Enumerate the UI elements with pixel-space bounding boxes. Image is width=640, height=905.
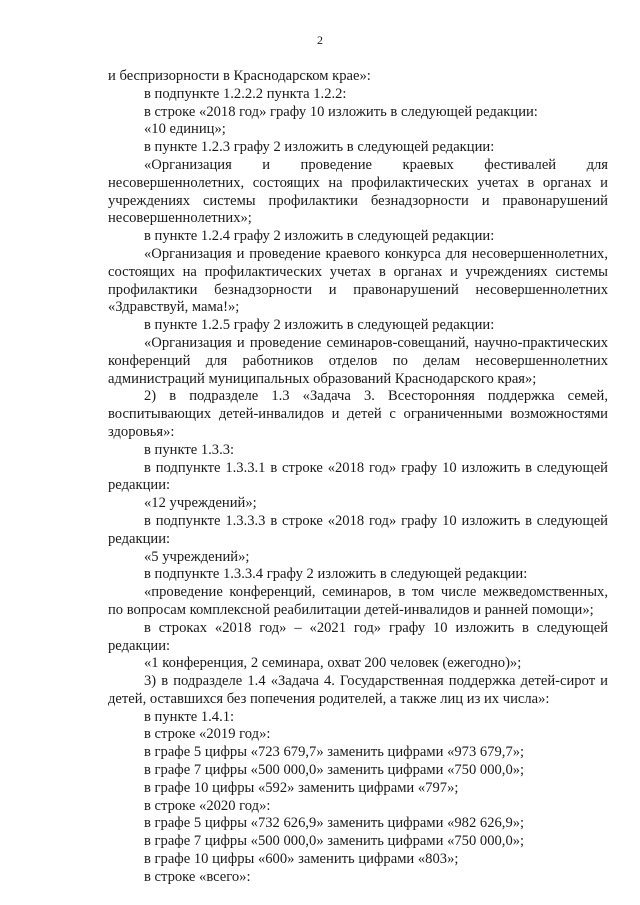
paragraph: в пункте 1.3.3: (144, 441, 235, 458)
paragraph: в графе 5 цифры «723 679,7» заменить цифрами «973 679,7»; (144, 744, 525, 761)
paragraph: 2) в подразделе 1.3 «Задача 3. Всесторонняя поддержка семей, воспитывающих детей-инвалидов и детей с ограниченными возможностями здоровья»: (108, 388, 608, 440)
paragraph: в подпункте 1.3.3.4 графу 2 изложить в следующей редакции: (144, 566, 528, 583)
paragraph: «Организация и проведение семинаров-совещаний, научно-практических конференций для работников отделов по делам несовершеннолетних администраций муниципальных образований Краснодарского края»; (108, 334, 608, 387)
paragraph: и беспризорности в Краснодарском крае»: (108, 68, 371, 84)
paragraph: в графе 7 цифры «500 000,0» заменить цифрами «750 000,0»; (144, 762, 525, 779)
paragraph: «12 учреждений»; (144, 495, 257, 512)
paragraph: в пункте 1.2.4 графу 2 изложить в следующей редакции: (144, 228, 495, 245)
paragraph: «проведение конференций, семинаров, в том числе межведомственных, по вопросам комплексной реабилитации детей-инвалидов и ранней помощи»; (108, 584, 608, 618)
paragraph: в подпункте 1.2.2.2 пункта 1.2.2: (144, 85, 347, 102)
paragraph: «10 единиц»; (144, 121, 226, 138)
document-body (108, 68, 608, 887)
paragraph: в графе 5 цифры «732 626,9» заменить цифрами «982 626,9»; (144, 815, 525, 832)
paragraph: в подпункте 1.3.3.3 в строке «2018 год» графу 10 изложить в следующей редакции: (108, 512, 608, 547)
paragraph: в подпункте 1.3.3.1 в строке «2018 год» графу 10 изложить в следующей редакции: (108, 459, 608, 494)
paragraph: 3) в подразделе 1.4 «Задача 4. Государственная поддержка детей-сирот и детей, оставшихся без попечения родителей, а также лиц из их числа»: (108, 673, 608, 707)
paragraph: в пункте 1.2.5 графу 2 изложить в следующей редакции: (144, 317, 495, 334)
paragraph: «1 конференция, 2 семинара, охват 200 человек (ежегодно)»; (144, 655, 522, 672)
paragraph: в графе 7 цифры «500 000,0» заменить цифрами «750 000,0»; (144, 833, 525, 850)
page-number: 2 (317, 33, 323, 47)
paragraph: в графе 10 цифры «592» заменить цифрами «797»; (144, 779, 459, 796)
paragraph: в строке «2020 год»: (144, 797, 271, 814)
paragraph: в строке «всего»: (144, 868, 251, 885)
paragraph: в графе 10 цифры «600» заменить цифрами «803»; (144, 851, 459, 868)
paragraph: «Организация и проведение краевого конкурса для несовершеннолетних, состоящих на профилактических учетах в органах и учреждениях системы профилактики безнадзорности и правонарушений несовершеннолетних «Здравствуй, мама!»; (108, 245, 608, 316)
paragraph: в строке «2019 год»: (144, 726, 271, 743)
paragraph: «5 учреждений»; (144, 548, 250, 565)
paragraph: в строке «2018 год» графу 10 изложить в следующей редакции: (144, 103, 538, 120)
paragraph: в строках «2018 год» – «2021 год» графу 10 изложить в следующей редакции: (108, 619, 608, 654)
paragraph: в пункте 1.2.3 графу 2 изложить в следующей редакции: (144, 139, 495, 156)
paragraph: «Организация и проведение краевых фестивалей для несовершеннолетних, состоящих на профилактических учетах в органах и учреждениях системы профилактики безнадзорности и правонарушений несовершеннолетних»; (108, 156, 608, 227)
paragraph: в пункте 1.4.1: (144, 708, 235, 725)
